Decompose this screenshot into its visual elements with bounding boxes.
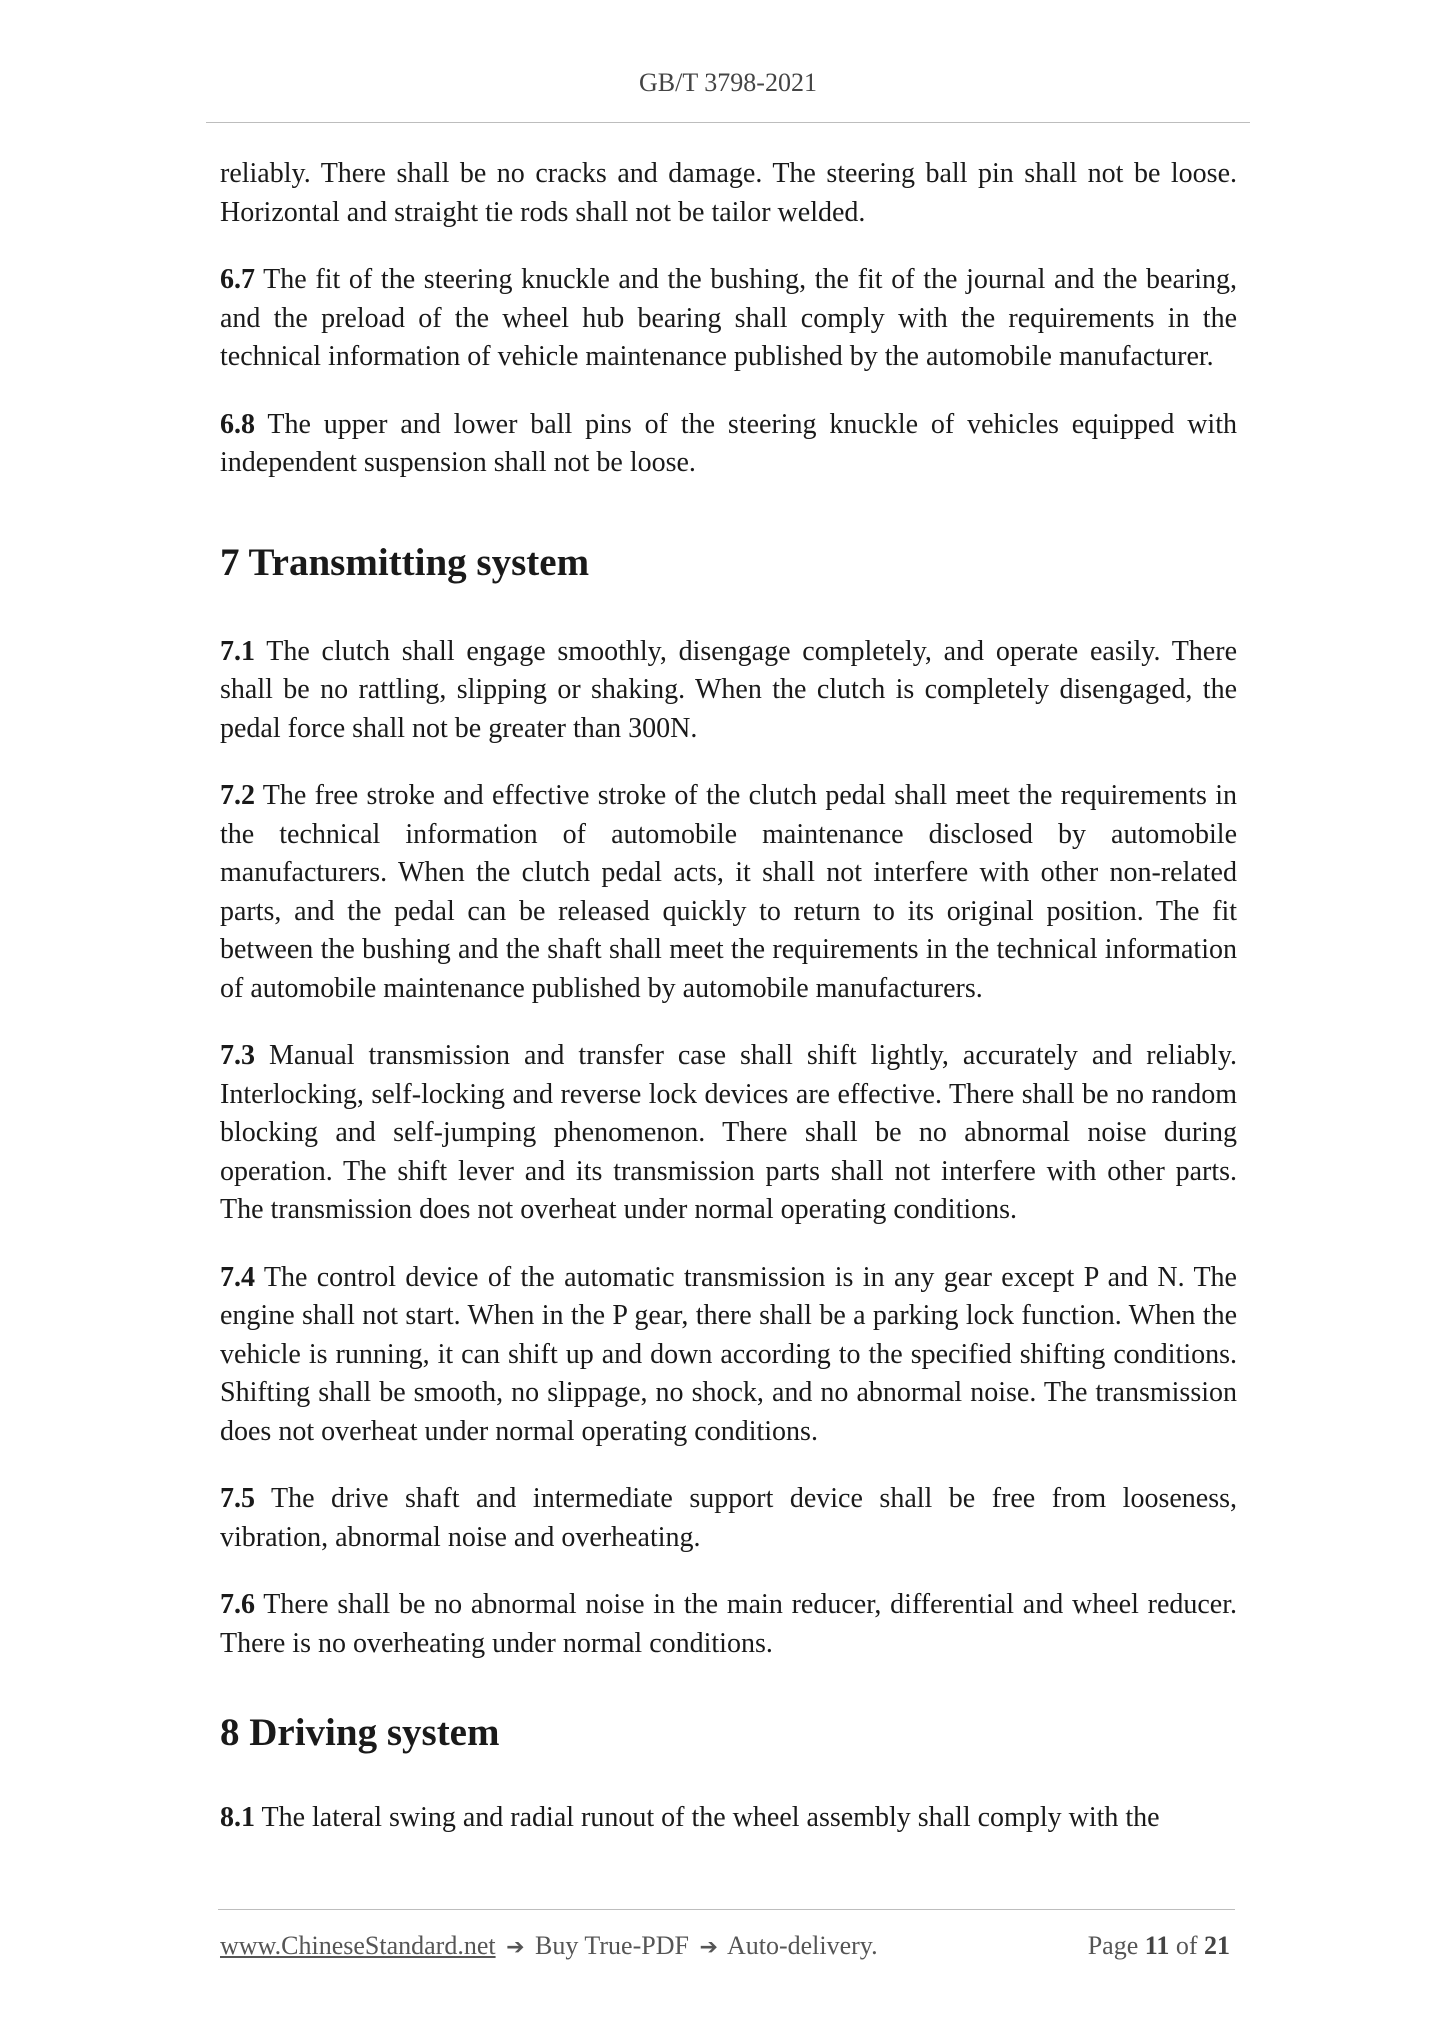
clause-text: The control device of the automatic transmission is in any gear except P and N. The engine shall not start. When in the P gear, there shall be a parking lock function. When the vehicle is running, it can shift up and down according to the specified shifting conditions. Shifting shall be smooth, no slippage, no shock, and no abnormal noise. The transmission does not overheat under normal operating conditions. [220, 1261, 1237, 1447]
clause-7-2 [220, 777, 1237, 1008]
clause-text: Manual transmission and transfer case shall shift lightly, accurately and reliably. Interlocking, self-locking and reverse lock devices are effective. There shall be no random blocking and self-jumping phenomenon. There shall be no abnormal noise during operation. The shift lever and its transmission parts shall not interfere with other parts. The transmission does not overheat under normal operating conditions. [220, 1040, 1237, 1225]
arrow-right-icon: ➔ [699, 1935, 718, 1960]
clause-text: The fit of the steering knuckle and the bushing, the fit of the journal and the bearing, and the preload of the wheel hub bearing shall comply with the requirements in the technical information of vehicle maintenance published by the automobile manufacturer. [220, 264, 1237, 372]
clause-number: 7.2 [220, 780, 255, 811]
clause-number: 7.6 [220, 1589, 255, 1620]
clause-number: 7.1 [220, 635, 255, 667]
buy-pdf-text: Buy True-PDF [535, 1931, 689, 1960]
paragraph-continued [220, 155, 1237, 232]
arrow-right-icon: ➔ [506, 1935, 525, 1960]
clause-number: 7.5 [220, 1483, 255, 1514]
page-label: Page [1087, 1931, 1139, 1960]
clause-text: The drive shaft and intermediate support device shall be free from looseness, vibration, abnormal noise and overheating. [220, 1483, 1237, 1553]
clause-text: The lateral swing and radial runout of the wheel assembly shall comply with the [255, 1802, 1160, 1833]
page-footer [220, 1931, 1230, 1961]
page-indicator [1088, 1931, 1230, 1961]
clause-7-6 [220, 1586, 1237, 1663]
clause-text: The free stroke and effective stroke of the clutch pedal shall meet the requirements in the technical information of automobile maintenance disclosed by automobile manufacturers. When the clutch pedal acts, it shall not interfere with other non-related parts, and the pedal can be released quickly to return to its original position. The fit between the bushing and the shaft shall meet the requirements in the technical information of automobile maintenance published by automobile manufacturers. [220, 780, 1237, 1004]
clause-number: 8.1 [220, 1802, 255, 1833]
page-content [220, 155, 1237, 1867]
clause-8-1 [220, 1799, 1237, 1838]
clause-7-1 [220, 633, 1237, 749]
clause-7-3 [220, 1037, 1237, 1230]
clause-text: There shall be no abnormal noise in the main reducer, differential and wheel reducer. There is no overheating under normal conditions. [220, 1589, 1237, 1659]
clause-7-5 [220, 1480, 1237, 1557]
clause-number: 7.3 [220, 1040, 255, 1071]
header-divider [206, 122, 1250, 123]
page-total: 21 [1204, 1931, 1230, 1960]
section-title-8: 8 Driving system [220, 1711, 500, 1754]
site-link[interactable]: www.ChineseStandard.net [220, 1931, 496, 1960]
clause-text: The upper and lower ball pins of the steering knuckle of vehicles equipped with independent suspension shall not be loose. [220, 408, 1237, 478]
clause-number: 6.7 [220, 264, 255, 295]
clause-number: 7.4 [220, 1261, 255, 1293]
clause-number: 6.8 [220, 408, 255, 440]
of-label: of [1175, 1931, 1198, 1960]
auto-delivery-text: Auto-delivery. [726, 1931, 878, 1960]
section-title-7: 7 Transmitting system [220, 540, 590, 584]
clause-text: reliably. There shall be no cracks and damage. The steering ball pin shall not be loose. Horizontal and straight tie rods shall not be tailor welded. [220, 158, 1237, 228]
document-header: GB/T 3798-2021 [639, 68, 817, 97]
page-number: 11 [1144, 1931, 1170, 1960]
footer-divider [218, 1909, 1235, 1910]
clause-text: The clutch shall engage smoothly, disengage completely, and operate easily. There shall be no rattling, slipping or shaking. When the clutch is completely disengaged, the pedal force shall not be greater than 300N. [220, 635, 1237, 744]
clause-7-4 [220, 1259, 1237, 1452]
clause-6-8 [220, 406, 1237, 483]
clause-6-7 [220, 261, 1237, 377]
